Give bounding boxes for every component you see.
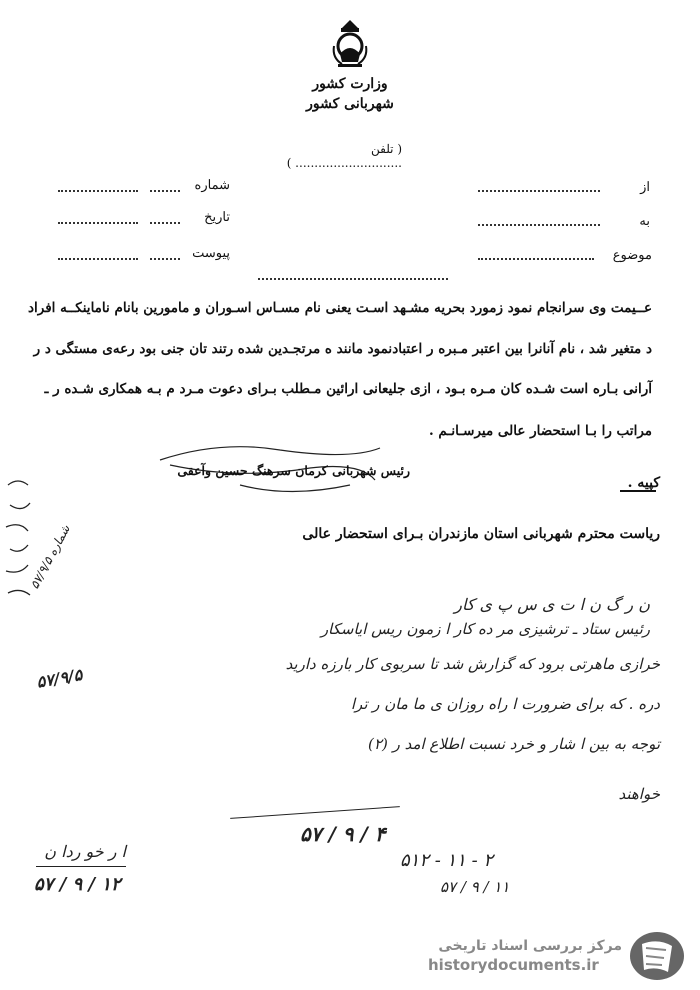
registry-date: ۵۷ / ۹ / ۱۱ [440,878,510,896]
number-field-prefix [150,190,180,192]
watermark-logo-icon [628,930,686,982]
date-field [58,222,138,224]
header-divider [258,278,448,280]
to-field [478,224,600,226]
left-handwritten-name: ا ر خو ردا ن [44,842,126,861]
handwriting-line-1: ن ر گ ن ا ت ی س پ ی کار [454,595,650,614]
letterhead [290,74,410,114]
attachment-field [58,258,138,260]
lion-and-sun-emblem-icon [328,18,372,70]
number-field [58,190,138,192]
copy-label: کپیه . [627,475,660,491]
margin-date: ۵۷/۹/۵ [35,664,84,692]
attachment-label: پیوست [192,246,230,261]
watermark-title: مرکز بررسی اسناد تاریخی [438,938,622,954]
date-label: تاریخ [204,210,230,225]
handwriting-date: ۵۷ / ۹ / ۴ [300,822,386,846]
body-line-4: مراتب را بـا استحضار عالی میرسـانـم . [429,423,652,439]
to-label: به [639,214,650,229]
subject-field [478,258,594,260]
attachment-field-prefix [150,258,180,260]
handwriting-line-5: توجه به بین ا شار و خرد نسبت اطلاع امد ر (۲) [368,735,660,753]
body-line-3: آرانی بـاره است شـده کان مـره بـود ، ازی جلیعانی ارائین مـطلب بـرای دعوت مـرد م بـه همکاری شـده ر ـ [44,381,652,397]
handwriting-line-6: خواهند [618,785,660,803]
registry-number: ۵۱۲ - ۱۱ - ۲ [400,850,494,871]
margin-note: شماره ۵۷/۹/۵ [27,522,73,592]
signature-title: رئیس شهربانی کرمان سرهنگ حسین وآعقی [177,463,410,478]
handwriting-line-4: دره . که برای ضرورت ا راه روزان ی ما مان ر ترا [350,695,660,713]
number-label: شماره [194,178,230,193]
handwriting-line-2: رئیس ستاد ـ ترشیزی مر ده کار ا زمون ریس ایاسکار [320,620,650,638]
body-line-1: عــیمت وی سرانجام نمود زمورد بحریه مشـهد اسـت یعنی نام مسـاس اسـوران و مامورین بانام ناماینکــه افراد [28,300,652,316]
watermark-url: historydocuments.ir [428,956,599,974]
handwriting-line-3: خرازی ماهرتی برود که گزارش شد تا سربوی کار بارزه دارید [285,655,660,673]
body-line-2: د متغیر شد ، نام آنانرا بین اعتبر مـبره ر اعتبادنمود مانند ه مرتجـدین شده رتند تان جنی بود رعه‌ی مستگی د ر [33,341,652,357]
handwriting-underline [230,806,400,819]
addressee-line: ریاست محترم شهربانی استان مازندران بـرای استحضار عالی [302,526,660,542]
subject-label: موضوع [612,248,652,263]
from-field [478,190,600,192]
copy-underline [620,490,656,492]
left-handwritten-date: ۵۷ / ۹ / ۱۲ [34,874,121,895]
ministry-name: وزارت کشور [312,76,388,92]
phone-line: ( تلفن ............................ ) [286,142,402,170]
left-handwritten-underline [36,866,126,867]
from-label: از [640,180,650,195]
department-name: شهربانی کشور [306,96,394,112]
date-field-prefix [150,222,180,224]
